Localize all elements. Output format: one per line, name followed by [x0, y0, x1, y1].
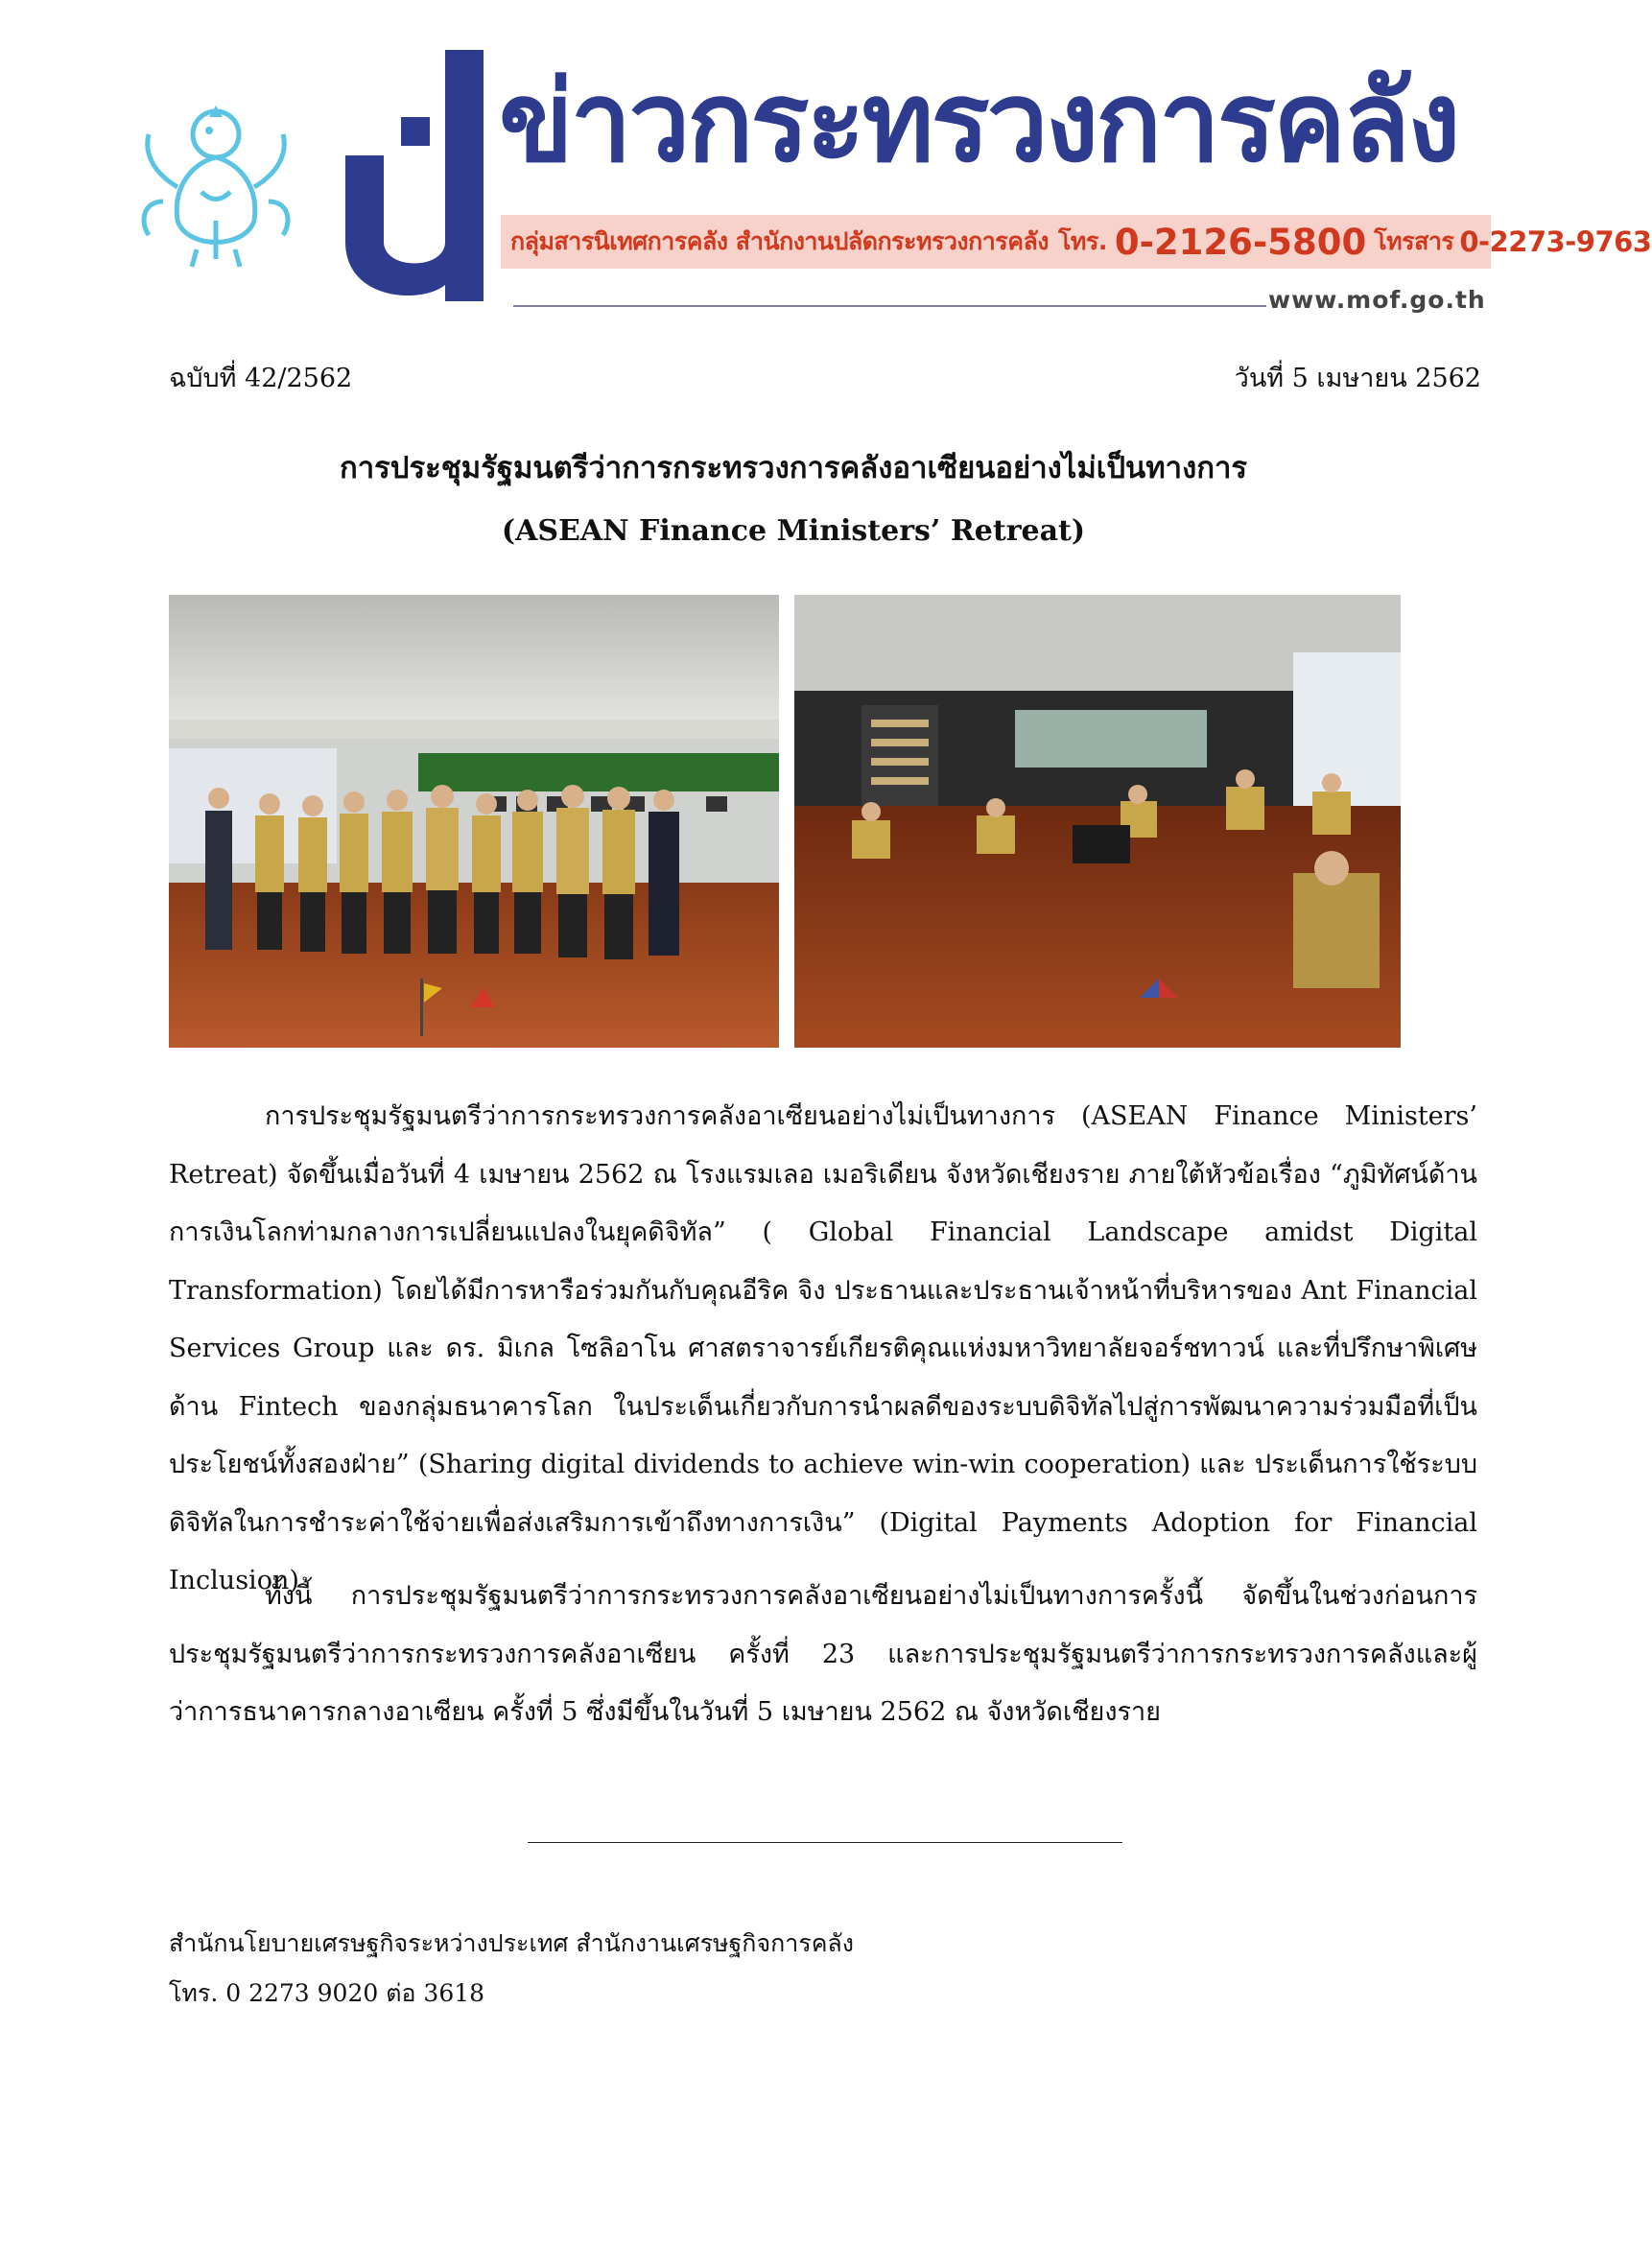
- tel-number: 0-2126-5800: [1114, 221, 1367, 263]
- body-paragraph-2: ทั้งนี้ การประชุมรัฐมนตรีว่าการกระทรวงการคลังอาเซียนอย่างไม่เป็นทางการครั้งนี้ จัดขึ้นในช่วงก่อนการประชุมรัฐมนตรีว่าการกระทรวงการคลังอาเซียน ครั้งที่ 23 และการประชุมรัฐมนตรีว่าการกระทรวงการคลังและผู้ว่าการธนาคารกลางอาเซียน ครั้งที่ 5 ซึ่งมีขึ้นในวันที่ 5 เมษายน 2562 ณ จังหวัดเชียงราย: [169, 1581, 1477, 1727]
- body-paragraph-1: การประชุมรัฐมนตรีว่าการกระทรวงการคลังอาเซียนอย่างไม่เป็นทางการ (ASEAN Finance Ministers’ Retreat) จัดขึ้นเมื่อวันที่ 4 เมษายน 2562 ณ โรงแรมเลอ เมอริเดียน จังหวัดเชียงราย ภายใต้หัวข้อเรื่อง “ภูมิทัศน์ด้านการเงินโลกท่ามกลางการเปลี่ยนแปลงในยุคดิจิทัล” ( Global Financial Landscape amidst Digital Transformation) โดยได้มีการหารือร่วมกันกับคุณอีริค จิง ประธานและประธานเจ้าหน้าที่บริหารของ Ant Financial Services Group และ ดร. มิเกล โซลิอาโน ศาสตราจารย์เกียรติคุณแห่งมหาวิทยาลัยจอร์ชทาวน์ และที่ปรึกษาพิเศษด้าน Fintech ของกลุ่มธนาคารโลก ในประเด็นเกี่ยวกับการนำผลดีของระบบดิจิทัลไปสู่การพัฒนาความร่วมมือที่เป็นประโยชน์ทั้งสองฝ่าย” (Sharing digital dividends to achieve win-win cooperation) และ ประเด็นการใช้ระบบดิจิทัลในการชำระค่าใช้จ่ายเพื่อส่งเสริมการเข้าถึงทางการเงิน” (Digital Payments Adoption for Financial Inclusion): [169, 1101, 1477, 1595]
- tel-label: โทร.: [1057, 227, 1107, 255]
- footer-office: สำนักนโยบายเศรษฐกิจระหว่างประเทศ สำนักงานเศรษฐกิจการคลัง: [169, 1929, 854, 1957]
- contact-bar: [501, 215, 1652, 269]
- masthead-title: ข่าวกระทรวงการคลัง: [499, 58, 1458, 187]
- group-photo: [169, 595, 779, 1048]
- page-subtitle: (ASEAN Finance Ministers’ Retreat): [501, 514, 1086, 548]
- website-link[interactable]: www.mof.go.th: [1268, 286, 1486, 314]
- fax-label: โทรสาร: [1374, 227, 1454, 255]
- page-title: การประชุมรัฐมนตรีว่าการกระทรวงการคลังอาเซียนอย่างไม่เป็นทางการ: [339, 451, 1248, 485]
- garuda-emblem-icon: [134, 96, 297, 269]
- issue-number: ฉบับที่ 42/2562: [169, 364, 353, 393]
- footer-phone: โทร. 0 2273 9020 ต่อ 3618: [169, 1979, 485, 2007]
- footer-divider: [528, 1842, 1122, 1843]
- fax-number: 0-2273-9763: [1459, 225, 1652, 258]
- header-divider: [513, 305, 1266, 307]
- masthead-letter-mark: [345, 50, 499, 301]
- issue-date: วันที่ 5 เมษายน 2562: [1234, 364, 1481, 393]
- contact-org: กลุ่มสารนิเทศการคลัง สำนักงานปลัดกระทรวงการคลัง: [510, 227, 1049, 255]
- meeting-room-photo: [794, 595, 1401, 1048]
